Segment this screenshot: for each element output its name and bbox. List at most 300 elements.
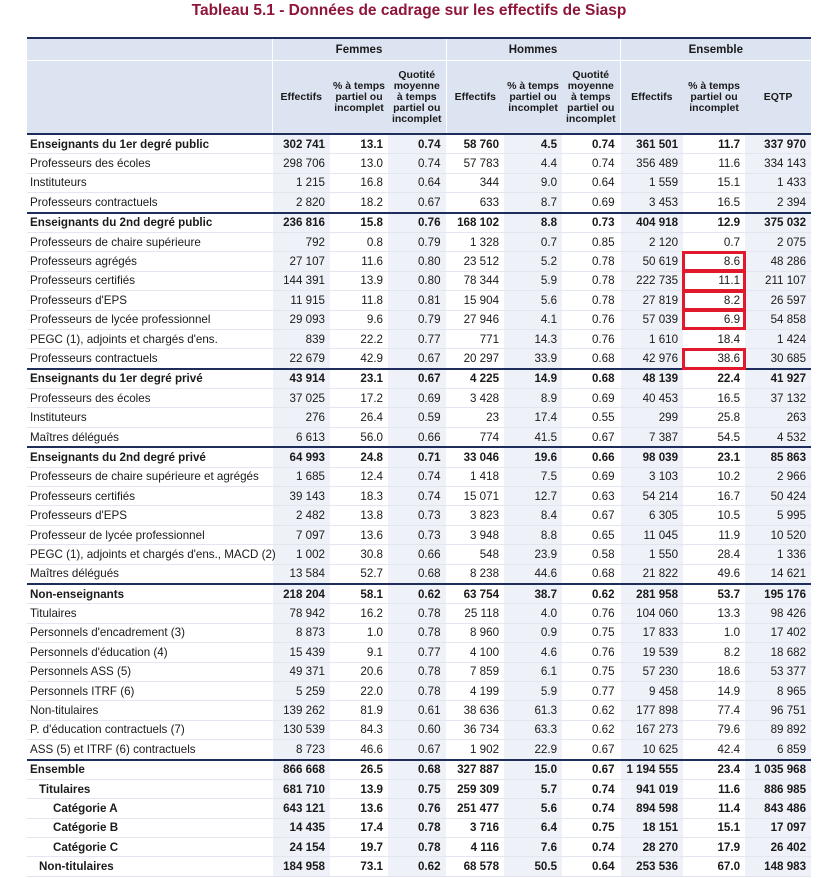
table-cell: 22.9 bbox=[504, 740, 562, 760]
table-cell: 0.67 bbox=[562, 427, 620, 447]
table-row bbox=[27, 310, 811, 329]
table-cell: 57 783 bbox=[446, 154, 504, 173]
table-cell: 15 904 bbox=[446, 291, 504, 310]
table-cell: 0.74 bbox=[388, 134, 446, 154]
table-cell: 0.9 bbox=[504, 623, 562, 642]
table-cell: 356 489 bbox=[620, 154, 683, 173]
table-cell: 2 820 bbox=[272, 193, 330, 213]
table-cell: 42.4 bbox=[683, 740, 745, 760]
table-cell: 16.5 bbox=[683, 389, 745, 408]
row-label: Catégorie A bbox=[27, 799, 272, 818]
table-cell: 0.76 bbox=[388, 799, 446, 818]
col-header-effectifs: Effectifs bbox=[446, 61, 504, 135]
table-cell: 4 100 bbox=[446, 643, 504, 662]
table-cell: 40 453 bbox=[620, 389, 683, 408]
row-label: Catégorie C bbox=[27, 838, 272, 857]
table-cell: 0.64 bbox=[562, 173, 620, 192]
row-label: Enseignants du 2nd degré privé bbox=[27, 447, 272, 467]
table-cell: 4 225 bbox=[446, 369, 504, 389]
table-cell: 0.81 bbox=[388, 291, 446, 310]
table-cell: 13.9 bbox=[330, 271, 388, 290]
table-cell: 404 918 bbox=[620, 213, 683, 233]
table-row bbox=[27, 564, 811, 584]
table-cell: 1.0 bbox=[683, 623, 745, 642]
table-cell: 375 032 bbox=[745, 213, 811, 233]
table-cell: 78 942 bbox=[272, 604, 330, 623]
table-cell: 13.0 bbox=[330, 154, 388, 173]
table-cell: 17 097 bbox=[745, 818, 811, 837]
group-header-ensemble: Ensemble bbox=[620, 38, 811, 61]
table-cell: 2 394 bbox=[745, 193, 811, 213]
table-cell: 184 958 bbox=[272, 857, 330, 876]
table-cell: 0.67 bbox=[388, 193, 446, 213]
table-cell: 0.79 bbox=[388, 310, 446, 329]
table-cell: 26.4 bbox=[330, 408, 388, 427]
table-cell: 0.80 bbox=[388, 252, 446, 271]
table-cell: 144 391 bbox=[272, 271, 330, 290]
table-cell: 22.0 bbox=[330, 681, 388, 700]
table-cell: 13.6 bbox=[330, 799, 388, 818]
table-row bbox=[27, 291, 811, 310]
table-cell: 42 976 bbox=[620, 349, 683, 369]
table-row bbox=[27, 740, 811, 760]
table-row bbox=[27, 799, 811, 818]
table-cell: 1 215 bbox=[272, 173, 330, 192]
table-cell: 11 915 bbox=[272, 291, 330, 310]
table-cell: 4 199 bbox=[446, 681, 504, 700]
table-cell: 4.1 bbox=[504, 310, 562, 329]
table-cell: 14 435 bbox=[272, 818, 330, 837]
table-row bbox=[27, 720, 811, 739]
table-cell: 0.69 bbox=[562, 467, 620, 486]
table-cell: 7 859 bbox=[446, 662, 504, 681]
table-cell: 0.68 bbox=[388, 760, 446, 780]
table-cell: 19.6 bbox=[504, 447, 562, 467]
table-cell: 16.2 bbox=[330, 604, 388, 623]
table-cell: 327 887 bbox=[446, 760, 504, 780]
table-cell: 0.76 bbox=[562, 329, 620, 348]
table-cell: 23.1 bbox=[330, 369, 388, 389]
table-cell: 0.78 bbox=[388, 662, 446, 681]
table-cell: 27 107 bbox=[272, 252, 330, 271]
table-cell: 361 501 bbox=[620, 134, 683, 154]
table-row bbox=[27, 525, 811, 544]
table-cell: 1 194 555 bbox=[620, 760, 683, 780]
table-cell: 1 418 bbox=[446, 467, 504, 486]
table-cell: 8.4 bbox=[504, 506, 562, 525]
row-label: Ensemble bbox=[27, 760, 272, 780]
table-cell: 58.1 bbox=[330, 584, 388, 604]
table-cell: 6.4 bbox=[504, 818, 562, 837]
table-cell: 13.9 bbox=[330, 779, 388, 798]
table-cell: 14.3 bbox=[504, 329, 562, 348]
table-cell: 23.9 bbox=[504, 545, 562, 564]
table-cell: 1 685 bbox=[272, 467, 330, 486]
table-cell: 8.6 bbox=[683, 252, 745, 271]
table-cell: 15.8 bbox=[330, 213, 388, 233]
table-row bbox=[27, 506, 811, 525]
table-cell: 49.6 bbox=[683, 564, 745, 584]
table-cell: 29 093 bbox=[272, 310, 330, 329]
table-cell: 6 859 bbox=[745, 740, 811, 760]
table-cell: 26.5 bbox=[330, 760, 388, 780]
table-cell: 0.74 bbox=[388, 154, 446, 173]
table-cell: 33 046 bbox=[446, 447, 504, 467]
table-row bbox=[27, 271, 811, 290]
table-cell: 15.1 bbox=[683, 173, 745, 192]
table-cell: 0.55 bbox=[562, 408, 620, 427]
table-row bbox=[27, 838, 811, 857]
table-cell: 337 970 bbox=[745, 134, 811, 154]
table-cell: 12.9 bbox=[683, 213, 745, 233]
table-cell: 0.64 bbox=[562, 857, 620, 876]
table-cell: 139 262 bbox=[272, 701, 330, 720]
table-cell: 37 132 bbox=[745, 389, 811, 408]
table-cell: 81.9 bbox=[330, 701, 388, 720]
table-cell: 8 873 bbox=[272, 623, 330, 642]
table-row bbox=[27, 701, 811, 720]
table-cell: 57 230 bbox=[620, 662, 683, 681]
table-cell: 251 477 bbox=[446, 799, 504, 818]
table-body bbox=[27, 134, 811, 876]
table-cell: 67.0 bbox=[683, 857, 745, 876]
table-row bbox=[27, 427, 811, 447]
table-cell: 0.68 bbox=[562, 369, 620, 389]
table-cell: 0.69 bbox=[562, 193, 620, 213]
table-cell: 25 118 bbox=[446, 604, 504, 623]
table-cell: 13.8 bbox=[330, 506, 388, 525]
table-cell: 8.8 bbox=[504, 213, 562, 233]
table-cell: 177 898 bbox=[620, 701, 683, 720]
table-cell: 4 116 bbox=[446, 838, 504, 857]
table-cell: 8.2 bbox=[683, 291, 745, 310]
table-cell: 1 610 bbox=[620, 329, 683, 348]
table-cell: 30.8 bbox=[330, 545, 388, 564]
table-cell: 8 238 bbox=[446, 564, 504, 584]
table-row bbox=[27, 584, 811, 604]
table-cell: 0.76 bbox=[388, 213, 446, 233]
row-label: PEGC (1), adjoints et chargés d'ens. bbox=[27, 329, 272, 348]
table-cell: 17.4 bbox=[504, 408, 562, 427]
table-cell: 0.78 bbox=[388, 681, 446, 700]
table-cell: 63.3 bbox=[504, 720, 562, 739]
table-cell: 98 039 bbox=[620, 447, 683, 467]
table-cell: 39 143 bbox=[272, 487, 330, 506]
row-label: Professeurs certifiés bbox=[27, 487, 272, 506]
table-cell: 3 428 bbox=[446, 389, 504, 408]
table-cell: 2 966 bbox=[745, 467, 811, 486]
table-row bbox=[27, 134, 811, 154]
table-cell: 15 439 bbox=[272, 643, 330, 662]
table-row bbox=[27, 760, 811, 780]
row-label: Non-titulaires bbox=[27, 701, 272, 720]
table-cell: 299 bbox=[620, 408, 683, 427]
table-cell: 0.76 bbox=[562, 604, 620, 623]
table-cell: 18.3 bbox=[330, 487, 388, 506]
table-cell: 0.62 bbox=[388, 857, 446, 876]
table-cell: 1 433 bbox=[745, 173, 811, 192]
table-cell: 5 259 bbox=[272, 681, 330, 700]
table-cell: 11.4 bbox=[683, 799, 745, 818]
table-cell: 0.7 bbox=[683, 232, 745, 251]
table-cell: 18 151 bbox=[620, 818, 683, 837]
table-cell: 37 025 bbox=[272, 389, 330, 408]
table-row bbox=[27, 369, 811, 389]
table-cell: 1 424 bbox=[745, 329, 811, 348]
table-cell: 18.2 bbox=[330, 193, 388, 213]
table-cell: 253 536 bbox=[620, 857, 683, 876]
table-cell: 13.6 bbox=[330, 525, 388, 544]
table-cell: 222 735 bbox=[620, 271, 683, 290]
table-cell: 0.67 bbox=[388, 740, 446, 760]
table-cell: 302 741 bbox=[272, 134, 330, 154]
row-label: Professeurs contractuels bbox=[27, 193, 272, 213]
table-cell: 11.1 bbox=[683, 271, 745, 290]
table-cell: 10.5 bbox=[683, 506, 745, 525]
table-row bbox=[27, 467, 811, 486]
table-cell: 27 819 bbox=[620, 291, 683, 310]
table-cell: 49 371 bbox=[272, 662, 330, 681]
table-cell: 0.63 bbox=[562, 487, 620, 506]
table-cell: 16.8 bbox=[330, 173, 388, 192]
row-label: Professeurs agrégés bbox=[27, 252, 272, 271]
table-cell: 54.5 bbox=[683, 427, 745, 447]
table-cell: 9.1 bbox=[330, 643, 388, 662]
table-cell: 54 214 bbox=[620, 487, 683, 506]
table-cell: 0.78 bbox=[388, 838, 446, 857]
table-cell: 64 993 bbox=[272, 447, 330, 467]
row-label: Professeurs des écoles bbox=[27, 389, 272, 408]
table-cell: 0.74 bbox=[388, 487, 446, 506]
table-cell: 11.6 bbox=[683, 779, 745, 798]
table-row bbox=[27, 681, 811, 700]
table-cell: 26 402 bbox=[745, 838, 811, 857]
table-cell: 5.9 bbox=[504, 271, 562, 290]
table-cell: 0.75 bbox=[388, 779, 446, 798]
row-label: Professeurs de chaire supérieure bbox=[27, 232, 272, 251]
table-cell: 3 716 bbox=[446, 818, 504, 837]
row-label: Non-titulaires bbox=[27, 857, 272, 876]
table-cell: 7.5 bbox=[504, 467, 562, 486]
table-row bbox=[27, 857, 811, 876]
table-row bbox=[27, 779, 811, 798]
table-cell: 0.75 bbox=[562, 818, 620, 837]
row-label: Titulaires bbox=[27, 604, 272, 623]
table-cell: 19 539 bbox=[620, 643, 683, 662]
table-row bbox=[27, 193, 811, 213]
table-cell: 104 060 bbox=[620, 604, 683, 623]
table-cell: 11.9 bbox=[683, 525, 745, 544]
table-cell: 36 734 bbox=[446, 720, 504, 739]
table-cell: 281 958 bbox=[620, 584, 683, 604]
table-cell: 16.7 bbox=[683, 487, 745, 506]
table-cell: 8.7 bbox=[504, 193, 562, 213]
table-cell: 1 559 bbox=[620, 173, 683, 192]
table-cell: 0.62 bbox=[562, 701, 620, 720]
table-cell: 894 598 bbox=[620, 799, 683, 818]
table-cell: 11 045 bbox=[620, 525, 683, 544]
table-row bbox=[27, 818, 811, 837]
table-cell: 12.4 bbox=[330, 467, 388, 486]
table-row bbox=[27, 604, 811, 623]
table-cell: 0.78 bbox=[562, 252, 620, 271]
header-blank bbox=[27, 38, 272, 61]
table-row bbox=[27, 545, 811, 564]
row-label: Personnels d'éducation (4) bbox=[27, 643, 272, 662]
table-cell: 8 723 bbox=[272, 740, 330, 760]
row-label: Professeurs d'EPS bbox=[27, 291, 272, 310]
table-cell: 16.5 bbox=[683, 193, 745, 213]
row-label: ASS (5) et ITRF (6) contractuels bbox=[27, 740, 272, 760]
table-cell: 0.68 bbox=[562, 564, 620, 584]
table-cell: 9.0 bbox=[504, 173, 562, 192]
table-cell: 15.1 bbox=[683, 818, 745, 837]
table-cell: 0.61 bbox=[388, 701, 446, 720]
table-cell: 0.62 bbox=[562, 720, 620, 739]
table-row bbox=[27, 173, 811, 192]
table-cell: 0.75 bbox=[562, 662, 620, 681]
row-label: Professeurs de chaire supérieure et agrégés bbox=[27, 467, 272, 486]
table-cell: 14.9 bbox=[504, 369, 562, 389]
table-cell: 0.79 bbox=[388, 232, 446, 251]
table-cell: 0.80 bbox=[388, 271, 446, 290]
table-cell: 58 760 bbox=[446, 134, 504, 154]
table-cell: 18.6 bbox=[683, 662, 745, 681]
table-cell: 20 297 bbox=[446, 349, 504, 369]
table-cell: 263 bbox=[745, 408, 811, 427]
table-cell: 168 102 bbox=[446, 213, 504, 233]
table-cell: 1 328 bbox=[446, 232, 504, 251]
row-label: Professeurs d'EPS bbox=[27, 506, 272, 525]
table-cell: 6 613 bbox=[272, 427, 330, 447]
table-cell: 886 985 bbox=[745, 779, 811, 798]
table-cell: 2 075 bbox=[745, 232, 811, 251]
table-cell: 17 833 bbox=[620, 623, 683, 642]
table-cell: 0.65 bbox=[562, 525, 620, 544]
table-cell: 50 424 bbox=[745, 487, 811, 506]
table-title: Tableau 5.1 - Données de cadrage sur les effectifs de Siasp bbox=[191, 2, 627, 19]
table-cell: 21 822 bbox=[620, 564, 683, 584]
table-cell: 79.6 bbox=[683, 720, 745, 739]
row-label: Professeurs des écoles bbox=[27, 154, 272, 173]
table-cell: 14.9 bbox=[683, 681, 745, 700]
table-cell: 5 995 bbox=[745, 506, 811, 525]
table-cell: 17 402 bbox=[745, 623, 811, 642]
table-cell: 10 625 bbox=[620, 740, 683, 760]
table-cell: 5.6 bbox=[504, 291, 562, 310]
table-cell: 7.6 bbox=[504, 838, 562, 857]
table-cell: 8.8 bbox=[504, 525, 562, 544]
table-row bbox=[27, 213, 811, 233]
table-cell: 0.67 bbox=[562, 740, 620, 760]
table-cell: 130 539 bbox=[272, 720, 330, 739]
group-header-femmes: Femmes bbox=[272, 38, 446, 61]
table-cell: 195 176 bbox=[745, 584, 811, 604]
table-cell: 13.3 bbox=[683, 604, 745, 623]
table-cell: 17.9 bbox=[683, 838, 745, 857]
table-cell: 0.59 bbox=[388, 408, 446, 427]
table-cell: 73.1 bbox=[330, 857, 388, 876]
table-cell: 52.7 bbox=[330, 564, 388, 584]
data-table bbox=[27, 37, 811, 877]
table-cell: 633 bbox=[446, 193, 504, 213]
table-cell: 0.67 bbox=[562, 760, 620, 780]
column-header-row bbox=[27, 61, 811, 135]
table-cell: 6 305 bbox=[620, 506, 683, 525]
table-cell: 5.9 bbox=[504, 681, 562, 700]
table-cell: 24 154 bbox=[272, 838, 330, 857]
table-cell: 4.5 bbox=[504, 134, 562, 154]
col-header-effectifs: Effectifs bbox=[620, 61, 683, 135]
table-cell: 11.6 bbox=[683, 154, 745, 173]
table-cell: 0.77 bbox=[562, 681, 620, 700]
table-cell: 48 139 bbox=[620, 369, 683, 389]
table-cell: 2 120 bbox=[620, 232, 683, 251]
table-cell: 0.76 bbox=[562, 643, 620, 662]
table-cell: 236 816 bbox=[272, 213, 330, 233]
table-cell: 866 668 bbox=[272, 760, 330, 780]
table-cell: 0.62 bbox=[388, 584, 446, 604]
row-label: Professeurs contractuels bbox=[27, 349, 272, 369]
table-cell: 22.2 bbox=[330, 329, 388, 348]
table-cell: 38 636 bbox=[446, 701, 504, 720]
table-cell: 30 685 bbox=[745, 349, 811, 369]
table-cell: 839 bbox=[272, 329, 330, 348]
table-cell: 792 bbox=[272, 232, 330, 251]
table-cell: 23 bbox=[446, 408, 504, 427]
table-cell: 0.58 bbox=[562, 545, 620, 564]
table-cell: 98 426 bbox=[745, 604, 811, 623]
table-row bbox=[27, 329, 811, 348]
table-cell: 4.0 bbox=[504, 604, 562, 623]
table-cell: 0.69 bbox=[562, 389, 620, 408]
table-cell: 41.5 bbox=[504, 427, 562, 447]
table-cell: 0.66 bbox=[388, 427, 446, 447]
table-cell: 28 270 bbox=[620, 838, 683, 857]
table-cell: 0.74 bbox=[562, 154, 620, 173]
table-cell: 63 754 bbox=[446, 584, 504, 604]
table-cell: 0.74 bbox=[388, 467, 446, 486]
table-cell: 84.3 bbox=[330, 720, 388, 739]
table-cell: 56.0 bbox=[330, 427, 388, 447]
table-cell: 18.4 bbox=[683, 329, 745, 348]
table-cell: 1 902 bbox=[446, 740, 504, 760]
table-cell: 771 bbox=[446, 329, 504, 348]
table-cell: 0.62 bbox=[562, 584, 620, 604]
table-cell: 3 453 bbox=[620, 193, 683, 213]
row-label: P. d'éducation contractuels (7) bbox=[27, 720, 272, 739]
row-label: PEGC (1), adjoints et chargés d'ens., MACD (2) bbox=[27, 545, 272, 564]
col-header-pct-partiel: % à temps partiel ou incomplet bbox=[504, 61, 562, 135]
table-cell: 0.66 bbox=[388, 545, 446, 564]
table-cell: 46.6 bbox=[330, 740, 388, 760]
table-cell: 211 107 bbox=[745, 271, 811, 290]
table-row bbox=[27, 487, 811, 506]
table-cell: 6.9 bbox=[683, 310, 745, 329]
table-cell: 19.7 bbox=[330, 838, 388, 857]
table-cell: 23.1 bbox=[683, 447, 745, 467]
table-cell: 7 387 bbox=[620, 427, 683, 447]
table-cell: 38.6 bbox=[683, 349, 745, 369]
table-cell: 0.78 bbox=[388, 623, 446, 642]
col-header-effectifs: Effectifs bbox=[272, 61, 330, 135]
table-cell: 53.7 bbox=[683, 584, 745, 604]
table-cell: 0.78 bbox=[562, 291, 620, 310]
table-cell: 0.7 bbox=[504, 232, 562, 251]
table-cell: 9.6 bbox=[330, 310, 388, 329]
table-cell: 11.8 bbox=[330, 291, 388, 310]
table-cell: 0.68 bbox=[562, 349, 620, 369]
